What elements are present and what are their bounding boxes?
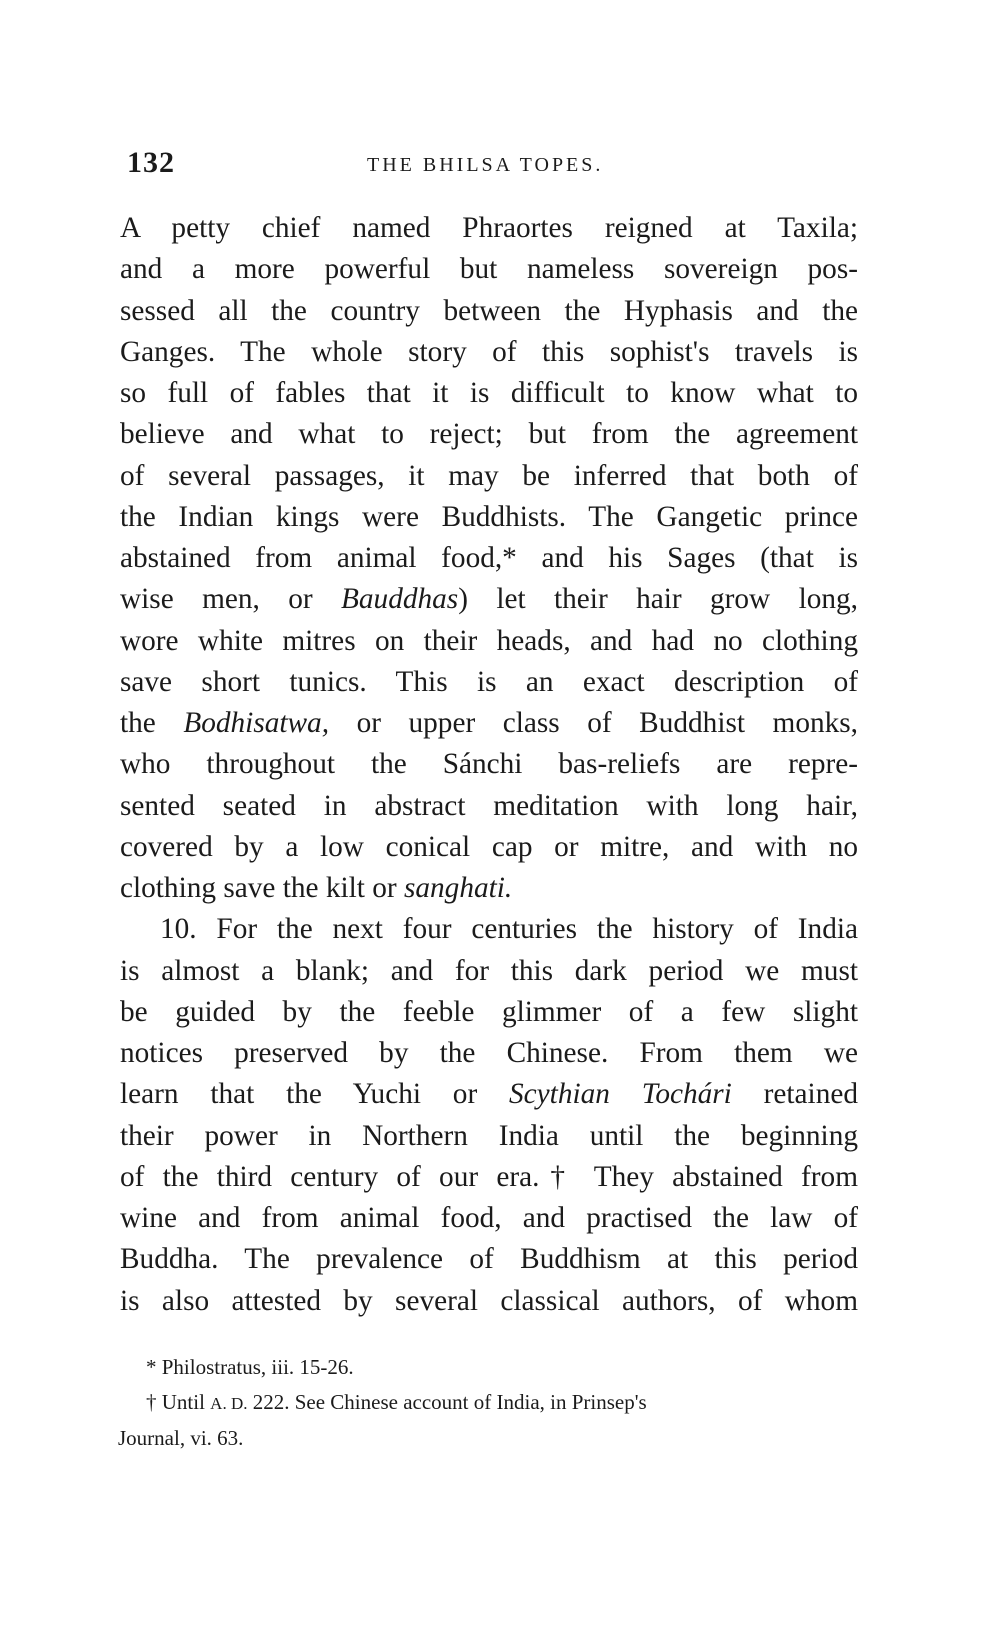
text-line: wore white mitres on their heads, and had no clothing [120,624,858,657]
page-number: 132 [127,146,175,179]
italic-term: Bodhisatwa, [183,707,330,739]
text-line: is almost a blank; and for this dark period we must [120,954,858,987]
italic-term: sanghati. [403,872,513,904]
text-line: 10. For the next four centuries the history of India [160,913,858,946]
text-run: the [120,707,184,739]
text-run: retained [731,1078,858,1111]
text-run: learn that the Yuchi or [120,1078,510,1111]
footnote-2 [118,1385,858,1421]
text-line: Ganges. The whole story of this sophist's travels is [120,335,858,368]
text-line [120,579,858,620]
text-line: save short tunics. This is an exact description of [120,665,858,698]
main-text [120,208,858,1322]
page-header [127,146,877,186]
text-run: ) let their hair grow long, [458,583,859,616]
text-line: notices preserved by the Chinese. From them we [120,1037,858,1069]
text-line: believe and what to reject; but from the agreement [120,418,858,451]
text-run: or upper class of Buddhist monks, [329,707,858,739]
text-line: of the third century of our era.† They abstained from [120,1160,858,1193]
text-line: covered by a low conical cap or mitre, and with no [120,830,858,863]
text-line [120,703,858,744]
text-line: is also attested by several classical authors, of whom [120,1284,858,1317]
text-line: who throughout the Sánchi bas-reliefs are repre- [120,748,858,781]
footnote-era: A. D. [210,1394,248,1413]
text-line: of several passages, it may be inferred that both of [120,459,858,492]
text-line: the Indian kings were Buddhists. The Gangetic prince [120,500,858,533]
text-line [120,1074,858,1115]
text-line: sessed all the country between the Hyphasis and the [120,294,858,327]
text-line: be guided by the feeble glimmer of a few slight [120,995,858,1028]
footnote-1: * Philostratus, iii. 15-26. [146,1355,354,1379]
text-line: and a more powerful but nameless sovereign pos- [120,253,858,286]
text-line: Buddha. The prevalence of Buddhism at this period [120,1243,858,1276]
text-line: their power in Northern India until the beginning [120,1119,858,1152]
italic-term: Scythian Tochári [509,1078,732,1111]
text-run: clothing save the kilt or [120,872,404,904]
text-line: abstained from animal food,* and his Sages (that is [120,542,858,574]
footnote-text: † Until [146,1390,211,1414]
footnote-text: 222. See Chinese account of India, in Prinsep's [247,1390,647,1414]
italic-term: Bauddhas [341,583,459,616]
text-line: A petty chief named Phraortes reigned at Taxila; [120,212,858,244]
text-run: wise men, or [120,583,342,616]
footnote-2-continued: Journal, vi. 63. [118,1426,244,1450]
text-line: wine and from animal food, and practised the law of [120,1202,858,1234]
text-line: sented seated in abstract meditation with long hair, [120,789,858,822]
text-line [120,868,858,909]
text-line: so full of fables that it is difficult to know what to [120,377,858,409]
footnotes [118,1350,858,1456]
running-head: THE BHILSA TOPES. [367,154,604,176]
